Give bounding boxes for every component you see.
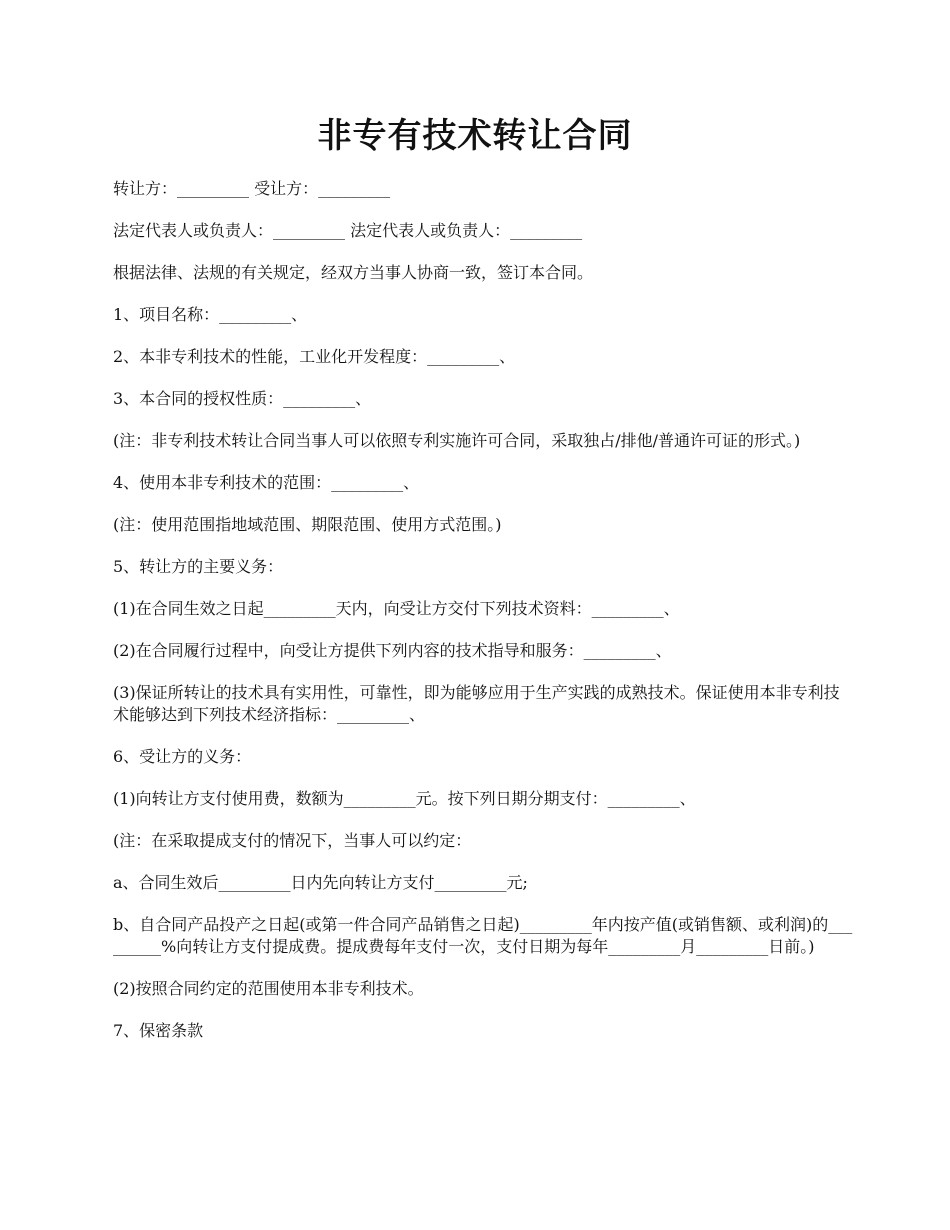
note-scope: (注：使用范围指地域范围、期限范围、使用方式范围。) (113, 515, 502, 534)
clause-2-performance: 2、本非专利技术的性能，工业化开发程度：_________、 (113, 347, 516, 366)
clause-5-item-1: (1)在合同生效之日起_________天内，向受让方交付下列技术资料：_________、 (113, 599, 680, 618)
parties-line: 转让方：_________ 受让方：_________ (113, 179, 391, 198)
clause-4-scope: 4、使用本非专利技术的范围：_________、 (113, 473, 420, 492)
representatives-line: 法定代表人或负责人：_________ 法定代表人或负责人：_________ (113, 221, 583, 240)
preamble: 根据法律、法规的有关规定，经双方当事人协商一致，签订本合同。 (113, 263, 594, 282)
clause-7-confidentiality: 7、保密条款 (113, 1021, 204, 1040)
clause-5-item-2: (2)在合同履行过程中，向受让方提供下列内容的技术指导和服务：_________、 (113, 641, 672, 660)
note-royalty-a: a、合同生效后_________日内先向转让方支付_________元; (113, 873, 528, 892)
note-royalty-b: b、自合同产品投产之日起(或第一件合同产品销售之日起)_________年内按产值(或销售额、或利润)的_________%向转让方支付提成费。提成费每年支付一次，支付日期为每年_________月_________日前。) (113, 915, 853, 956)
document-body (113, 178, 855, 1062)
clause-6-transferee-obligations: 6、受让方的义务： (113, 747, 252, 766)
clause-1-project-name: 1、项目名称：_________、 (113, 305, 308, 324)
note-royalty: (注：在采取提成支付的情况下，当事人可以约定： (113, 831, 472, 850)
document-title: 非专有技术转让合同 (317, 116, 633, 156)
clause-5-transferor-obligations: 5、转让方的主要义务： (113, 557, 284, 576)
clause-5-item-3: (3)保证所转让的技术具有实用性，可靠性，即为能够应用于生产实践的成熟技术。保证使用本非专利技术能够达到下列技术经济指标：_________、 (113, 683, 840, 724)
clause-3-authorization: 3、本合同的授权性质：_________、 (113, 389, 372, 408)
clause-6-item-1: (1)向转让方支付使用费，数额为_________元。按下列日期分期支付：_________、 (113, 789, 696, 808)
clause-6-item-2: (2)按照合同约定的范围使用本非专利技术。 (113, 979, 424, 998)
note-authorization: (注：非专利技术转让合同当事人可以依照专利实施许可合同，采取独占/排他/普通许可证的形式。) (113, 431, 801, 450)
